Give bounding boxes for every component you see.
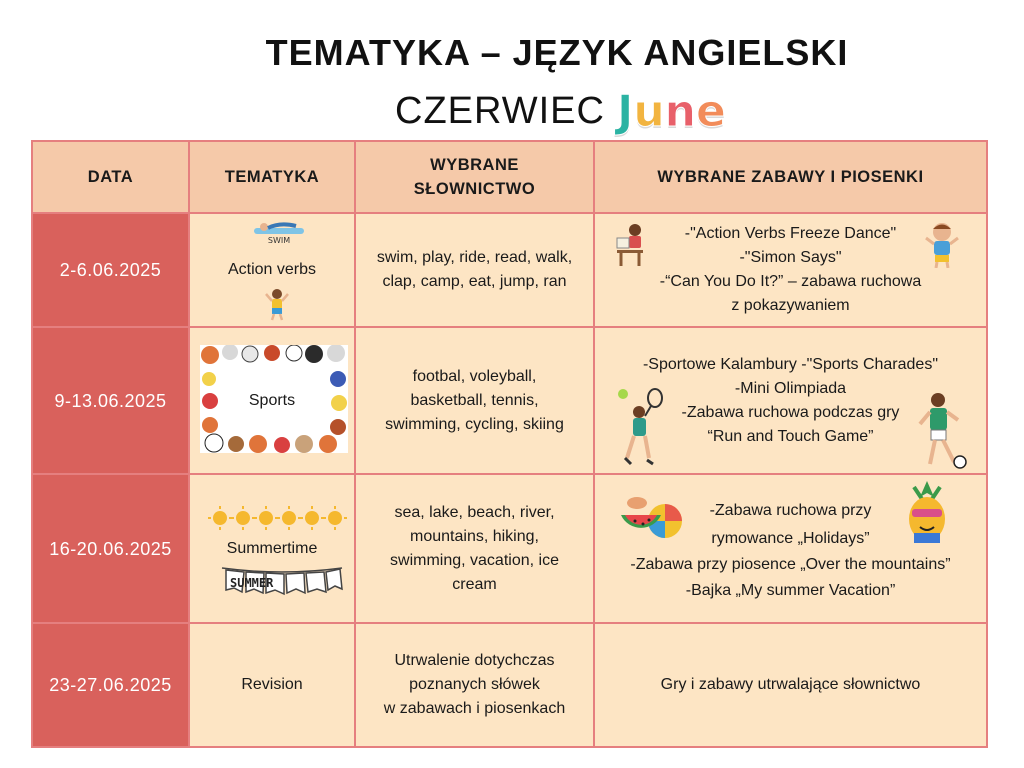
header-topic: TEMATYKA bbox=[189, 141, 355, 213]
row-activities: -Zabawa ruchowa przy rymowance „Holidays” -Zabawa przy piosence „Over the mountains” -Bajka „My summer Vacation” bbox=[594, 474, 987, 623]
topic-label: Summertime bbox=[226, 539, 318, 557]
header-activities: WYBRANE ZABAWY I PIOSENKI bbox=[594, 141, 987, 213]
schedule-table bbox=[31, 140, 988, 748]
table-row bbox=[32, 327, 987, 474]
june-logo: June bbox=[616, 86, 726, 137]
table-header-row bbox=[32, 141, 987, 213]
month-label: CZERWIEC bbox=[395, 90, 605, 132]
tennis-player-icon bbox=[615, 388, 667, 468]
reading-child-icon bbox=[615, 222, 647, 266]
row-activities: Gry i zabawy utrwalające słownictwo bbox=[594, 623, 987, 747]
svg-text:SWIM: SWIM bbox=[267, 236, 291, 244]
row-vocabulary: sea, lake, beach, river, mountains, hiking, swimming, vacation, ice cream bbox=[355, 474, 594, 623]
row-topic bbox=[189, 327, 355, 474]
row-vocabulary: Utrwalenie dotychczas poznanych słówek w zabawach i piosenkach bbox=[355, 623, 594, 747]
row-date: 16-20.06.2025 bbox=[32, 474, 189, 623]
summer-banner-icon bbox=[220, 564, 344, 596]
clapping-child-icon bbox=[922, 222, 962, 268]
topic-label: Action verbs bbox=[227, 261, 317, 278]
football-player-icon bbox=[914, 390, 970, 470]
row-topic: Revision bbox=[189, 623, 355, 747]
table-row bbox=[32, 623, 987, 747]
watermelon-ball-icon bbox=[619, 495, 685, 541]
row-topic bbox=[189, 474, 355, 623]
row-topic bbox=[189, 213, 355, 327]
table-row bbox=[32, 213, 987, 327]
header-date: DATA bbox=[32, 141, 189, 213]
row-vocabulary: footbal, voleyball, basketball, tennis, swimming, cycling, skiing bbox=[355, 327, 594, 474]
jumping-child-icon bbox=[264, 288, 290, 322]
pineapple-icon bbox=[900, 479, 954, 549]
table-row bbox=[32, 474, 987, 623]
row-activities: -"Action Verbs Freeze Dance" -"Simon Says" -“Can You Do It?” – zabawa ruchowa z pokazywaniem bbox=[594, 213, 987, 327]
topic-label: Sports bbox=[248, 391, 296, 409]
page-subtitle bbox=[395, 86, 726, 137]
row-date: 9-13.06.2025 bbox=[32, 327, 189, 474]
row-date: 2-6.06.2025 bbox=[32, 213, 189, 327]
row-vocabulary: swim, play, ride, read, walk, clap, camp, eat, jump, ran bbox=[355, 213, 594, 327]
row-date: 23-27.06.2025 bbox=[32, 623, 189, 747]
svg-text:SUMMER: SUMMER bbox=[230, 576, 274, 590]
header-vocabulary: WYBRANE SŁOWNICTWO bbox=[355, 141, 594, 213]
row-activities: -Sportowe Kalambury -"Sports Charades" -Mini Olimpiada -Zabawa ruchowa podczas gry “Run and Touch Game” bbox=[594, 327, 987, 474]
page-title: TEMATYKA – JĘZYK ANGIELSKI bbox=[265, 32, 849, 73]
